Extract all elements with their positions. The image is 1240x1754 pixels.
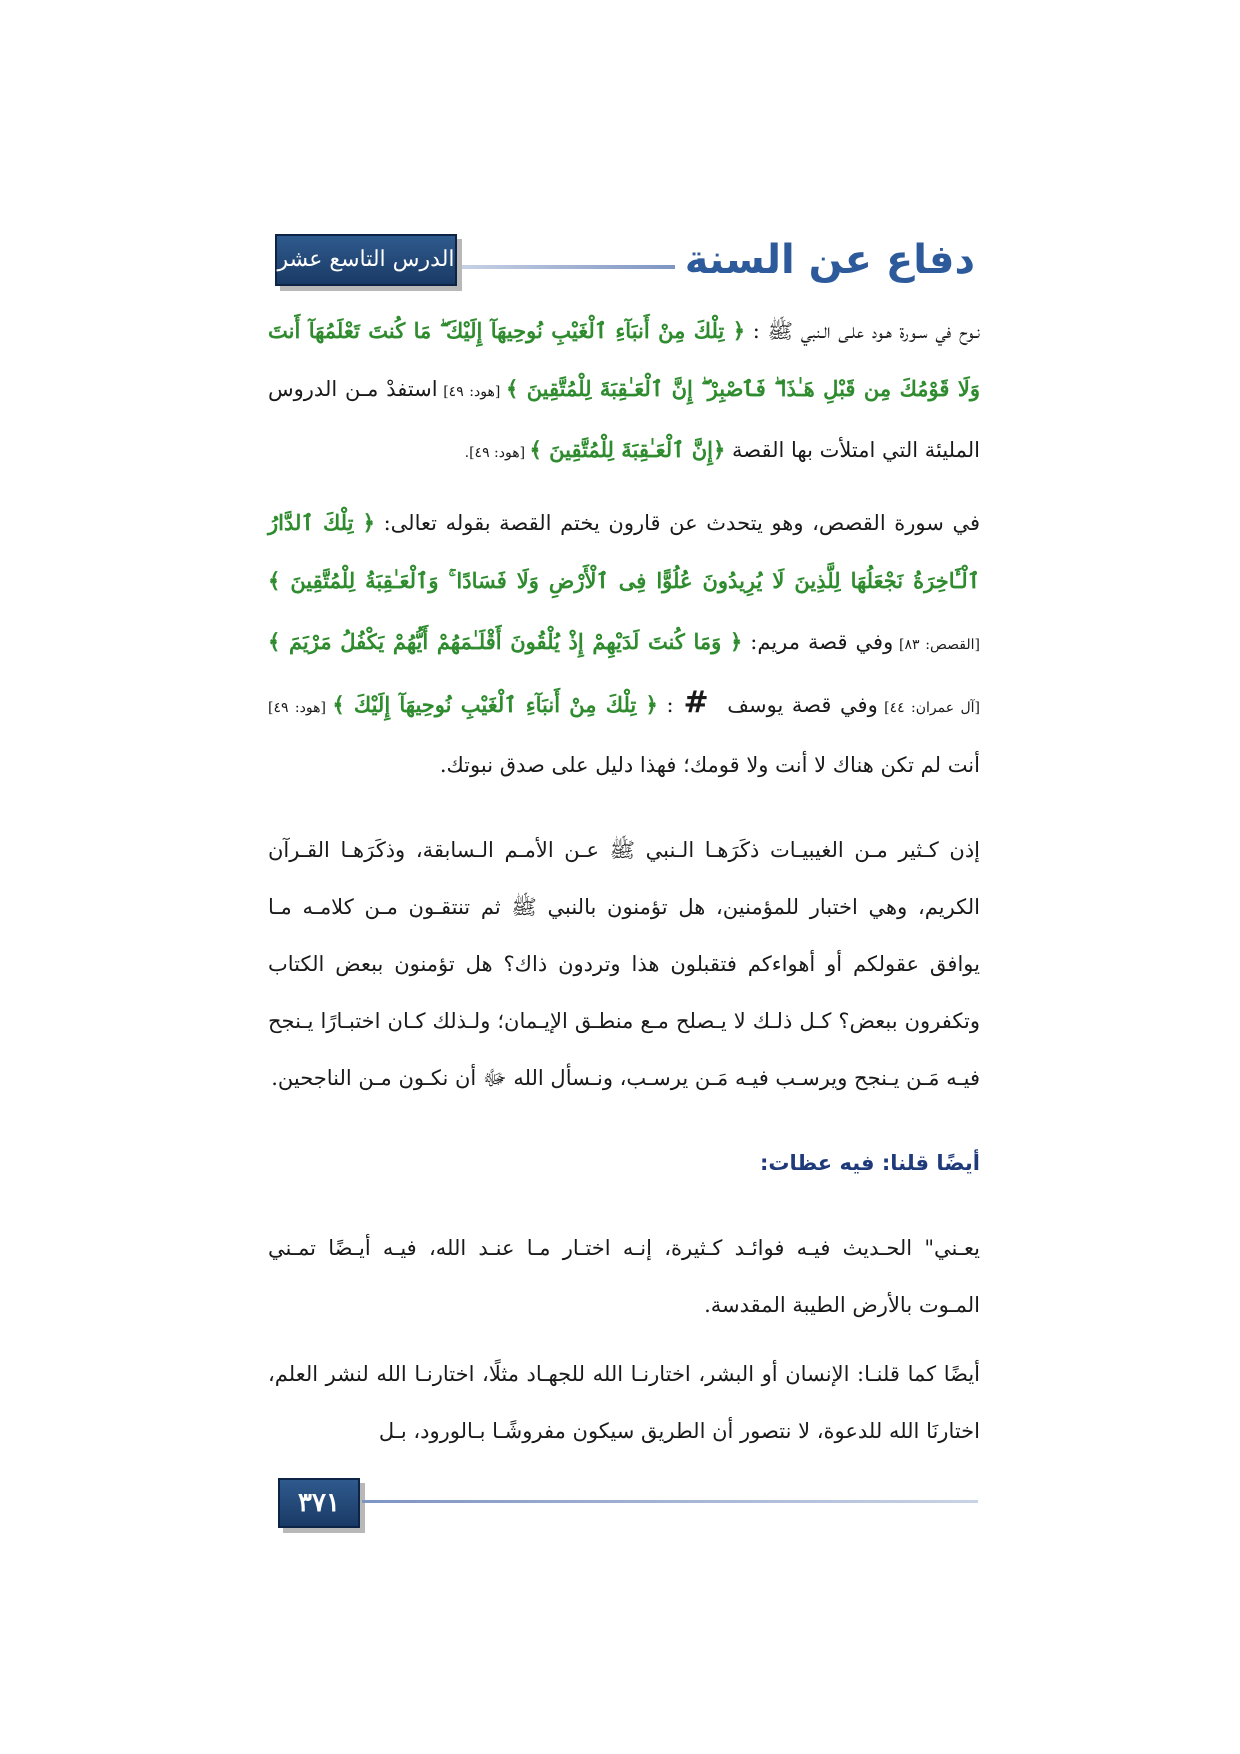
verse-reference: [هود: ٤٩] [437,384,506,400]
verse-reference: [هود: ٤٩]. [464,445,530,461]
text: وفي قصة مريم: [742,630,894,654]
page-header [275,232,975,292]
paragraph-hud [268,302,980,482]
page-footer [278,1478,978,1528]
paragraph-choice: أيضًا كما قلنـا: الإنسان أو البشر، اختارنـا الله للجهـاد مثلًا، اختارنـا الله لنشر العلم، اختارنَا الله للدعوة، لا نتصور أن الطريق سيكون مفروشًـا بـالورود، بـل [268,1362,980,1443]
quran-verse: ﴿ تِلْكَ مِنْ أَنبَآءِ ٱلْغَيْبِ نُوحِيهَآ إِلَيْكَ ﴾ [332,692,658,717]
quran-verse: ﴿ وَمَا كُنتَ لَدَيْهِمْ إِذْ يُلْقُونَ أَقْلَـٰمَهُمْ أَيُّهُمْ يَكْفُلُ مَرْيَمَ ﴾ [268,629,743,654]
paragraph-qasas [268,494,980,794]
page-number: ٣٧١ [278,1478,360,1528]
section-subheading: أيضًا قلنا: فيه عظات: [759,1151,980,1175]
verse-reference: [هود: ٤٩] [268,700,333,716]
hash-symbol: # [683,685,709,720]
footer-divider [362,1500,978,1503]
quran-verse: ﴿ تِلْكَ ٱلدَّارُ ٱلْـَٔاخِرَةُ نَجْعَلُهَا لِلَّذِينَ لَا يُرِيدُونَ عُلُوًّا فِى ٱلْأَرْضِ وَلَا فَسَادًا ۚ وَٱلْعَـٰقِبَةُ لِلْمُتَّقِينَ ﴾ [268,510,980,593]
text: : [657,693,674,717]
paragraph-hadith: يعـني" الحـديث فيـه فوائـد كـثيرة، إنـه اختـار مـا عنـد الله، فيـه أيـضًا تمـني المـوت بالأرض الطيبة المقدسة. [268,1236,980,1317]
quran-verse: ﴿ تِلْكَ مِنْ أَنبَآءِ ٱلْغَيْبِ نُوحِيهَآ إِلَيْكَ ۖ مَا كُنتَ تَعْلَمُهَآ أَنتَ وَلَا قَوْمُكَ مِن قَبْلِ هَـٰذَا ۖ فَٱصْبِرْ ۖ إِنَّ ٱلْعَـٰقِبَةَ لِلْمُتَّقِينَ ﴾ [268,318,980,401]
book-title: دفاع عن السنة [684,237,975,283]
text: في سورة القصص، وهو يتحدث عن قارون يختم القصة بقوله تعالى: [375,511,981,535]
text: استفدْ مـن الدروس المليئة التي امتلأت بها القصة [268,377,980,462]
text: وفي قصة يوسف [718,693,878,717]
text: نـوح في سـورة هـود علـى الـنبي ﷺ : [745,319,980,343]
verse-reference: [آل عمران: ٤٤] [877,700,980,716]
lesson-badge: الدرس التاسع عشر [275,234,457,286]
paragraph-ghaybiyyat: إذن كـثير مـن الغيبيـات ذكَرَهـا الـنبي ﷺ عـن الأمـم الـسابقة، وذكَرَهـا القـرآن الكريم، وهي اختبار للمؤمنين، هل تؤمنون بالنبي ﷺ ثم تنتقـون مـن كلامـه مـا يوافق عقولكم أو أهواءكم فتقبلون هذا وتردون ذاك؟ هل تؤمنون ببعض الكتاب وتكفرون ببعض؟ كـل ذلـك لا يـصلح مـع منطـق الإيـمان؛ ولـذلك كـان اختبـارًا يـنجح فيـه مَـن يـنجح ويرسـب فيـه مَـن يرسـب، ونـسأل الله ﷻ أن نكـون مـن الناجحين. [268,838,980,1090]
text: أنت لم تكن هناك لا أنت ولا قومك؛ فهذا دليل على صدق نبوتك. [439,753,980,777]
verse-reference: [القصص: ٨٣] [893,637,981,653]
quran-verse: ﴿إِنَّ ٱلْعَـٰقِبَةَ لِلْمُتَّقِينَ ﴾ [529,437,726,462]
main-content [268,302,980,1460]
header-divider [455,265,675,269]
